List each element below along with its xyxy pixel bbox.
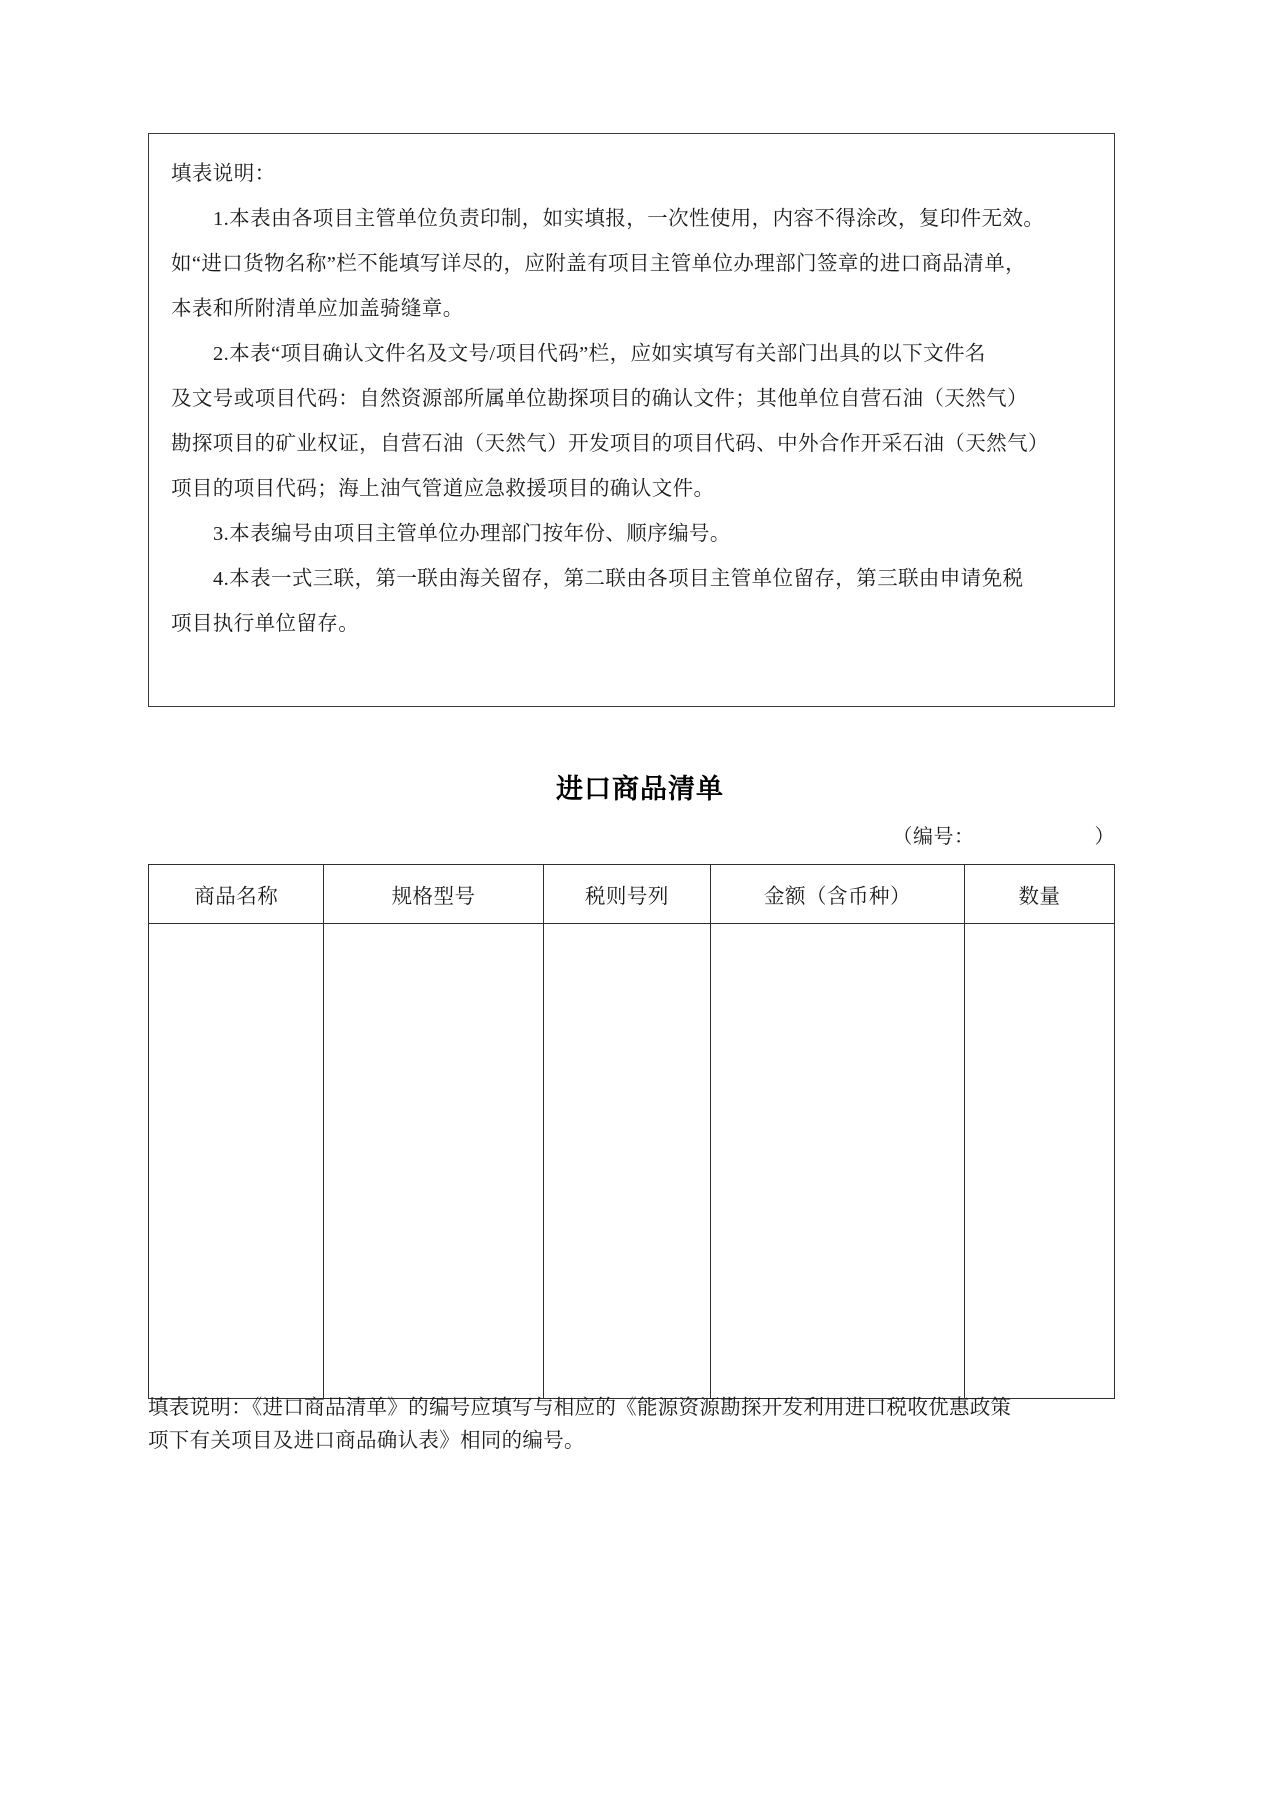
column-header-tariff-code: 税则号列 <box>543 865 710 924</box>
column-header-amount: 金额（含币种） <box>711 865 965 924</box>
cell-quantity[interactable] <box>964 924 1114 1399</box>
serial-number-suffix: ） <box>1094 826 1115 848</box>
cell-goods-name[interactable] <box>149 924 324 1399</box>
column-header-specification: 规格型号 <box>324 865 543 924</box>
imported-goods-table <box>148 864 1115 1399</box>
instruction-line-2d: 项目的项目代码；海上油气管道应急救援项目的确认文件。 <box>171 478 715 500</box>
instruction-line-1c: 本表和所附清单应加盖骑缝章。 <box>171 298 464 320</box>
cell-tariff-code[interactable] <box>543 924 710 1399</box>
page-title: 进口商品清单 <box>556 774 724 805</box>
instruction-line-1a: 1.本表由各项目主管单位负责印制，如实填报，一次性使用，内容不得涂改，复印件无效。 <box>213 208 1045 230</box>
footer-note-line-2: 项下有关项目及进口商品确认表》相同的编号。 <box>148 1430 585 1452</box>
instruction-line-1b: 如“进口货物名称”栏不能填写详尽的，应附盖有项目主管单位办理部门签章的进口商品清单， <box>171 253 1026 275</box>
instruction-line-2a: 2.本表“项目确认文件名及文号/项目代码”栏，应如实填写有关部门出具的以下文件名 <box>213 343 986 365</box>
instructions-heading: 填表说明： <box>171 163 276 185</box>
serial-number-prefix: （编号： <box>892 826 975 848</box>
column-header-goods-name: 商品名称 <box>149 865 324 924</box>
column-header-quantity: 数量 <box>964 865 1114 924</box>
instruction-line-2c: 勘探项目的矿业权证，自营石油（天然气）开发项目的项目代码、中外合作开采石油（天然气） <box>171 433 1049 455</box>
footer-note-line-1: 填表说明：《进口商品清单》的编号应填写与相应的《能源资源勘探开发利用进口税收优惠政策 <box>148 1397 1012 1419</box>
cell-amount[interactable] <box>711 924 965 1399</box>
instruction-line-2b: 及文号或项目代码：自然资源部所属单位勘探项目的确认文件；其他单位自营石油（天然气） <box>171 388 1028 410</box>
footer-note <box>148 1392 1128 1458</box>
cell-specification[interactable] <box>324 924 543 1399</box>
instruction-line-4a: 4.本表一式三联，第一联由海关留存，第二联由各项目主管单位留存，第三联由申请免税 <box>213 568 1024 590</box>
table-row <box>149 924 1115 1399</box>
serial-number-line <box>0 820 1115 849</box>
instruction-line-4b: 项目执行单位留存。 <box>171 613 360 635</box>
instructions-box <box>148 133 1115 707</box>
instruction-line-3: 3.本表编号由项目主管单位办理部门按年份、顺序编号。 <box>213 523 731 545</box>
table-header-row <box>149 865 1115 924</box>
